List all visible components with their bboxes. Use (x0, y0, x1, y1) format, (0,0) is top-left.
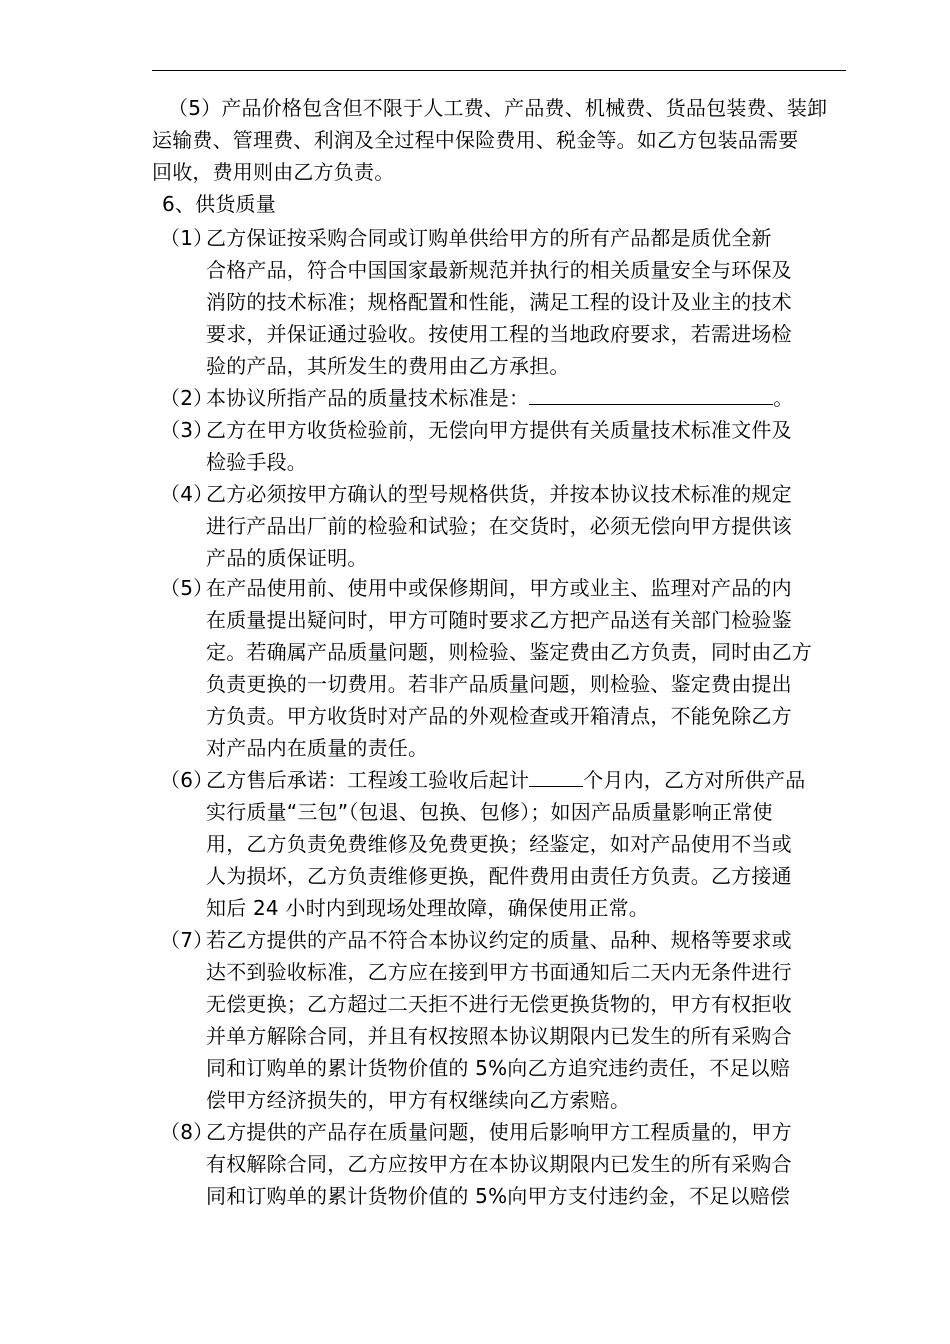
item-number: （6） (160, 768, 214, 792)
list-item: （3）乙方在甲方收货检验前，无偿向甲方提供有关质量技术标准文件及 检验手段。 (160, 414, 792, 478)
item-number: （4） (160, 482, 214, 506)
list-item: （7）若乙方提供的产品不符合本协议约定的质量、品种、规格等要求或 达不到验收标准，乙方应在接到甲方书面通知后二天内无条件进行 无偿更换；乙方超过二天拒不进行无偿更换货物的，甲方有权拒收 并单方解除合同，并且有权按照本协议期限内已发生的所有采购合 同和订购单的累计货物价值的 5%向乙方追究违约责任，不足以赔 偿甲方经济损失的，甲方有权继续向乙方索赔。 (160, 924, 792, 1116)
section-title: 6、供货质量 (162, 192, 276, 216)
list-item: （1）乙方保证按采购合同或订购单供给甲方的所有产品都是质优全新 合格产品，符合中国国家最新规范并执行的相关质量安全与环保及 消防的技术标准；规格配置和性能，满足工程的设计及业主的技术 要求，并保证通过验收。按使用工程的当地政府要求，若需进场检 验的产品，其所发生的费用由乙方承担。 (160, 222, 792, 382)
list-item: （6）乙方售后承诺：工程竣工验收后起计 个月内，乙方对所供产品 实行质量“三包”（包退、包换、包修）；如因产品质量影响正常使 用，乙方负责免费维修及免费更换；经鉴定，如对产品使用不当或 人为损坏，乙方负责维修更换，配件费用由责任方负责。乙方接通 知后 24 小时内到现场处理故障，确保使用正常。 (160, 764, 805, 924)
list-item: （5）在产品使用前、使用中或保修期间，甲方或业主、监理对产品的内 在质量提出疑问时，甲方可随时要求乙方把产品送有关部门检验鉴 定。若确属产品质量问题，则检验、鉴定费由乙方负责，同时由乙方 负责更换的一切费用。若非产品质量问题，则检验、鉴定费由提出 方负责。甲方收货时对产品的外观检查或开箱清点，不能免除乙方 对产品内在质量的责任。 (160, 572, 812, 764)
fill-in-blank (529, 764, 583, 787)
list-item: （2）本协议所指产品的质量技术标准是： 。 (160, 382, 793, 414)
item-number: （7） (160, 928, 214, 952)
item-number: （5） (160, 576, 214, 600)
item-number: （8） (160, 1120, 214, 1144)
item-number: （1） (160, 226, 214, 250)
list-item: （8）乙方提供的产品存在质量问题，使用后影响甲方工程质量的，甲方 有权解除合同，乙方应按甲方在本协议期限内已发生的所有采购合 同和订购单的累计货物价值的 5%向甲方支付违约金，不足以赔偿 (160, 1116, 792, 1212)
header-rule (152, 70, 846, 71)
text-line: （5）产品价格包含但不限于人工费、产品费、机械费、货品包装费、装卸 (168, 96, 828, 120)
item-number: （2） (160, 386, 214, 410)
fill-in-blank (529, 382, 773, 405)
item-number: （3） (160, 418, 214, 442)
text-line: 回收，费用则由乙方负责。 (152, 160, 395, 184)
text-line: 运输费、管理费、利润及全过程中保险费用、税金等。如乙方包装品需要 (152, 128, 799, 152)
list-item: （4）乙方必须按甲方确认的型号规格供货，并按本协议技术标准的规定 进行产品出厂前的检验和试验；在交货时，必须无偿向甲方提供该 产品的质保证明。 (160, 478, 792, 574)
intro-paragraph (152, 92, 828, 188)
